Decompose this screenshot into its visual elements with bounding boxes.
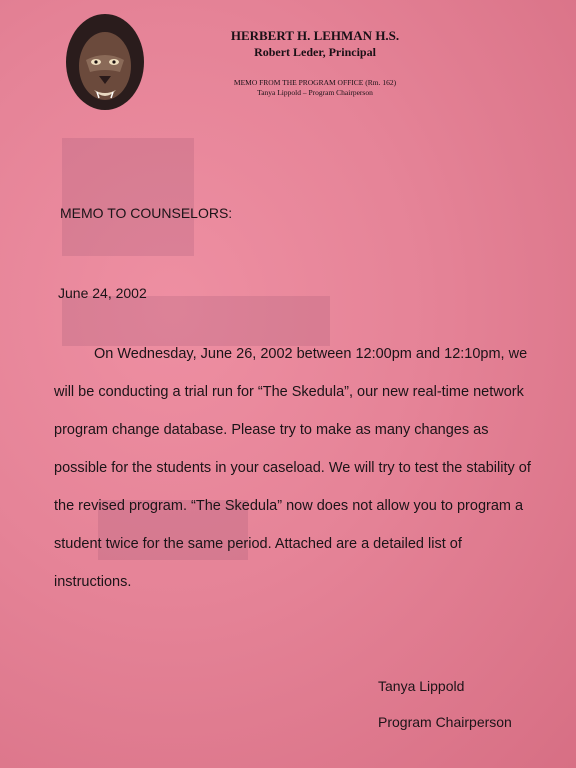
memo-addressee: MEMO TO COUNSELORS:: [60, 205, 233, 221]
bleed-through-block: [62, 138, 194, 256]
letterhead: [190, 28, 440, 98]
signature-title: Program Chairperson: [378, 714, 512, 730]
school-name: HERBERT H. LEHMAN H.S.: [230, 28, 400, 43]
memo-body: On Wednesday, June 26, 2002 between 12:00pm and 12:10pm, we will be conducting a trial run for “The Skedula”, our new real-time network program change database. Please try to make as many changes as possible for the students in your caseload. We will try to test the stability of the revised program. “The Skedula” now does not allow you to program a student twice for the same period. Attached are a detailed list of instructions.: [54, 346, 531, 590]
memo-office-line: MEMO FROM THE PROGRAM OFFICE (Rm. 162): [233, 78, 397, 87]
signature-name: Tanya Lippold: [378, 678, 465, 694]
chairperson-line: Tanya Lippold – Program Chairperson: [257, 88, 373, 97]
lion-head-icon: [64, 12, 146, 114]
memo-date: June 24, 2002: [58, 285, 147, 301]
principal-name: Robert Leder, Principal: [254, 45, 376, 59]
